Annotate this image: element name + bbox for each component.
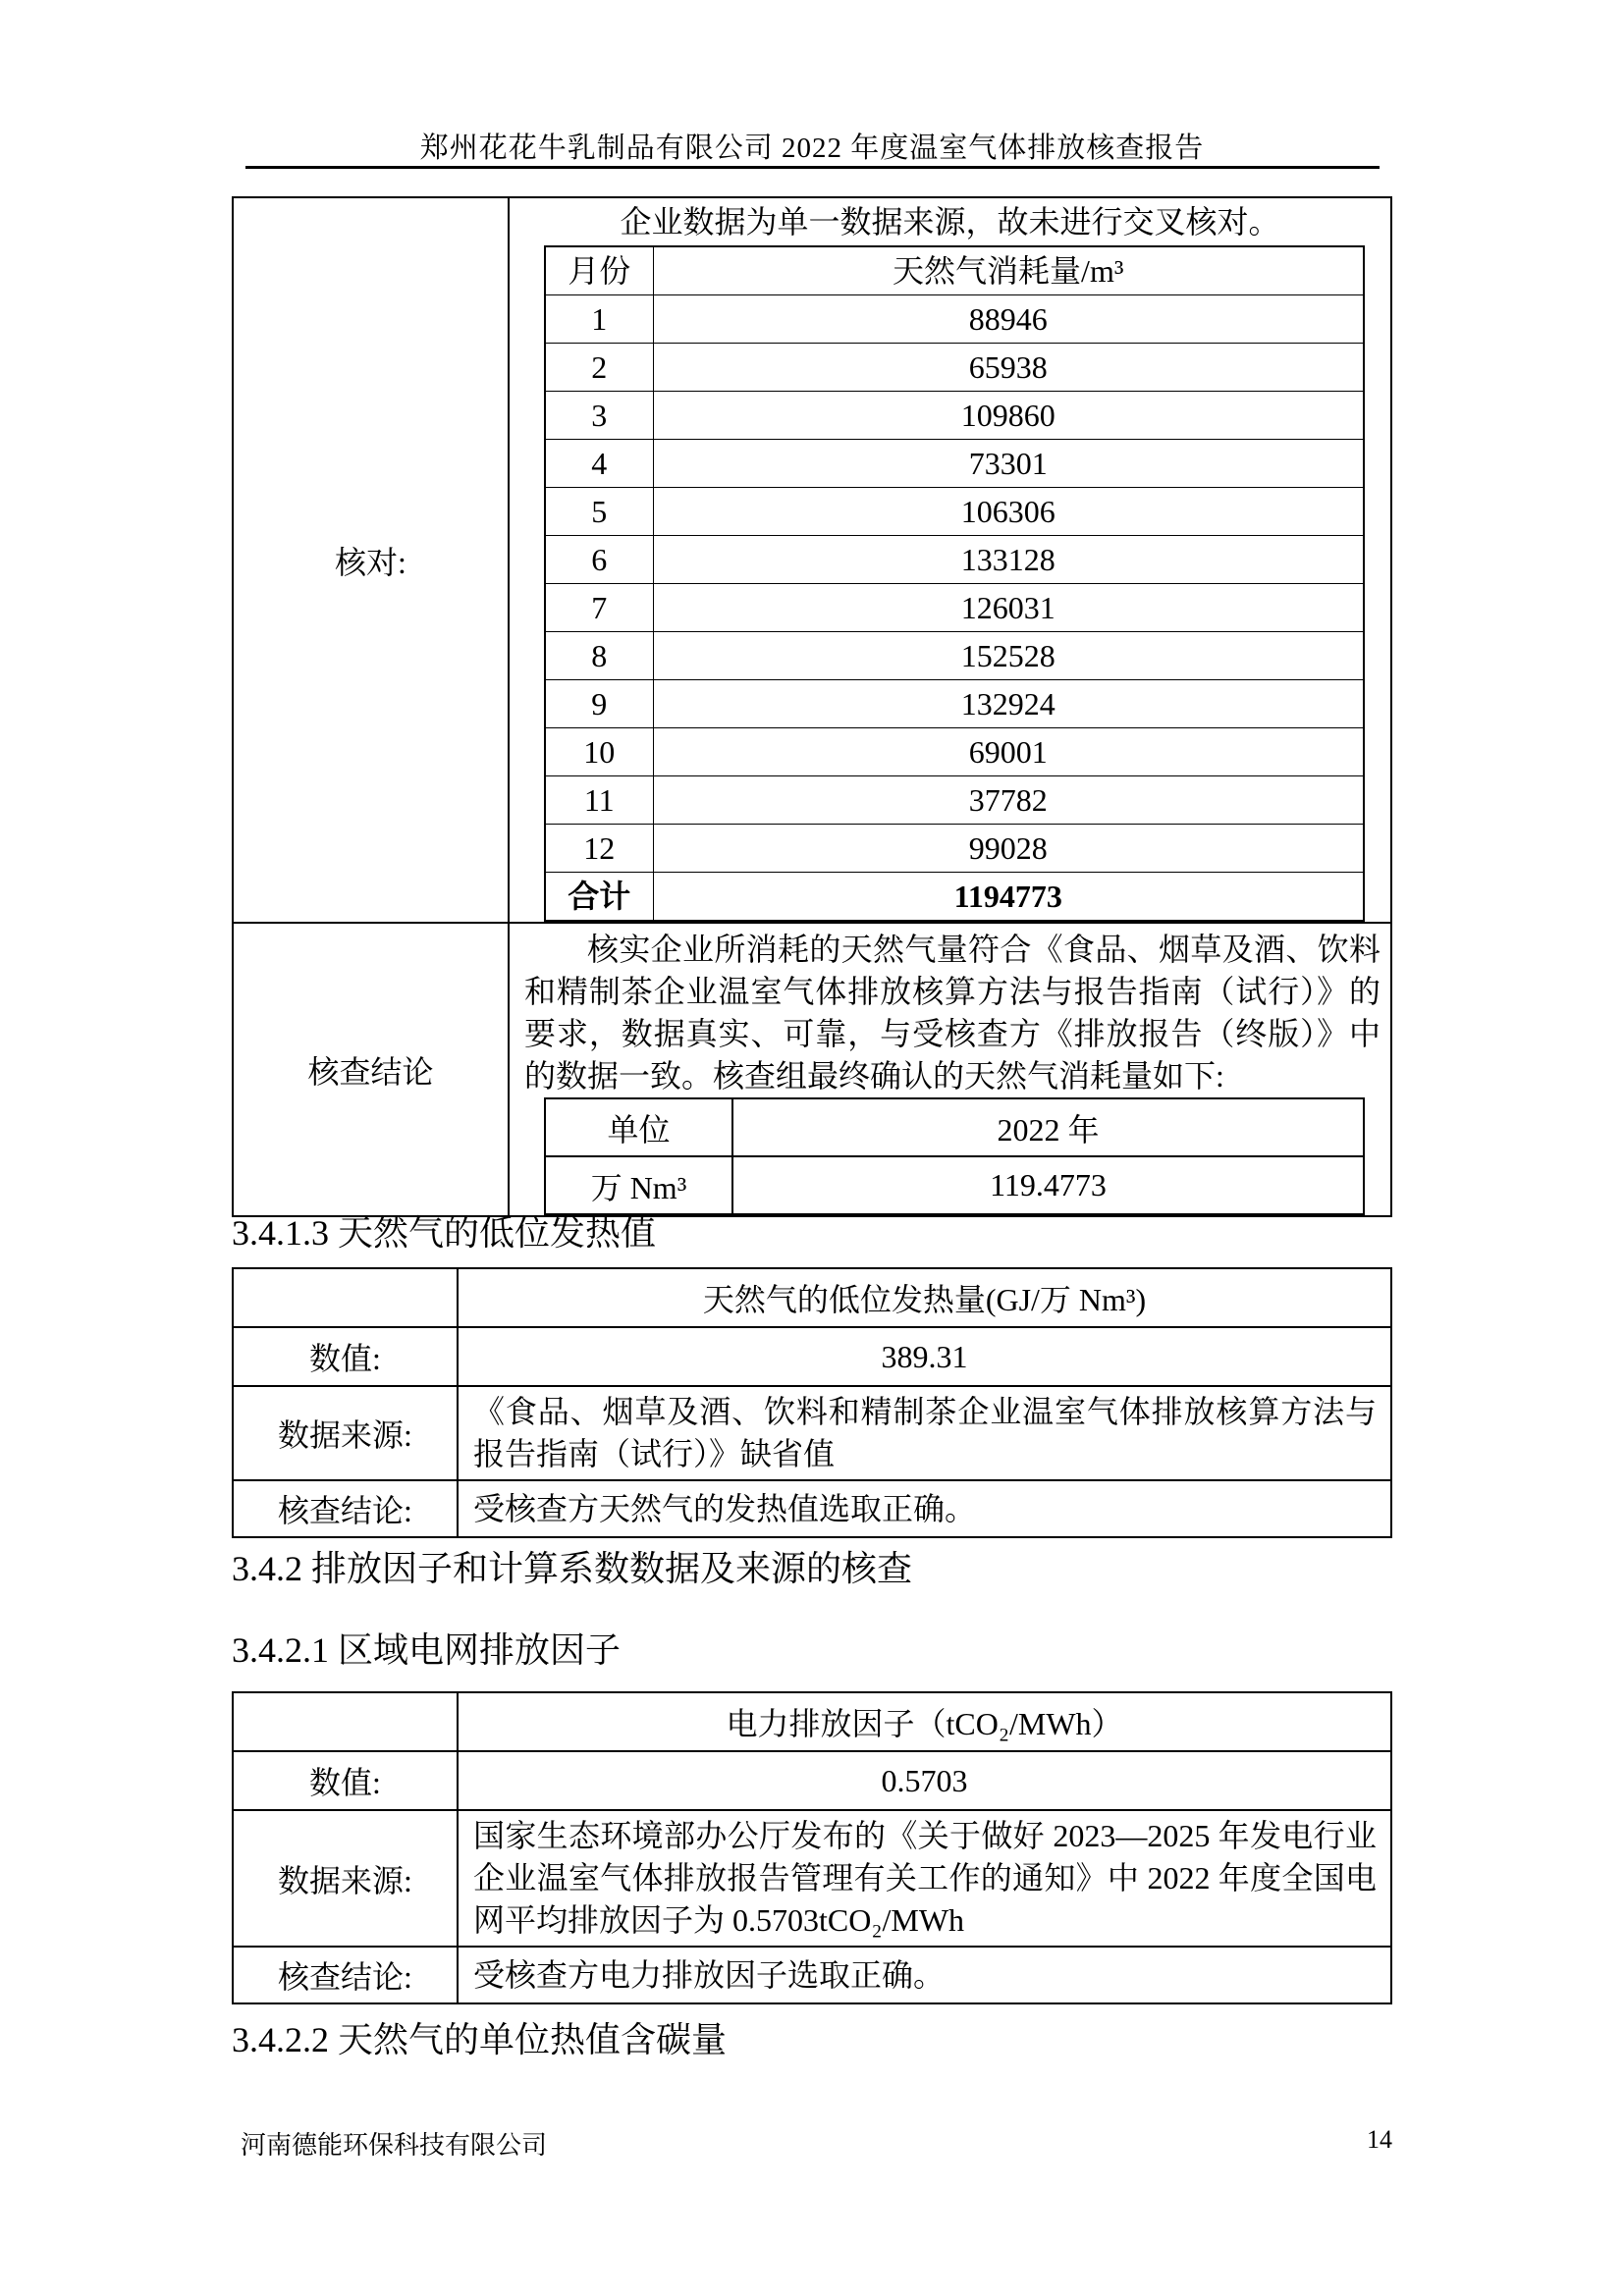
page-header-title: 郑州花花牛乳制品有限公司 2022 年度温室气体排放核查报告 [419, 133, 1205, 164]
total-label: 合计 [545, 873, 653, 922]
value-cell: 133128 [653, 536, 1364, 584]
value-label: 数值: [233, 1751, 458, 1810]
value-cell: 126031 [653, 584, 1364, 632]
month-cell: 9 [545, 680, 653, 728]
grid-factor-table [232, 1691, 1392, 2004]
table-row [545, 825, 1364, 873]
value-cell: 152528 [653, 632, 1364, 680]
grid-value-row [233, 1751, 1391, 1810]
summary-value-row [545, 1156, 1364, 1214]
section-heading-3421: 3.4.2.1 区域电网排放因子 [232, 1630, 622, 1670]
value-cell: 99028 [653, 825, 1364, 873]
value-cell: 109860 [653, 392, 1364, 440]
value-cell: 37782 [653, 776, 1364, 825]
value-cell: 132924 [653, 680, 1364, 728]
check-label: 核对: [233, 197, 509, 923]
month-cell: 10 [545, 728, 653, 776]
month-cell: 5 [545, 488, 653, 536]
month-cell: 6 [545, 536, 653, 584]
grid-source: 国家生态环境部办公厅发布的《关于做好 2023—2025 年发电行业企业温室气体排放报告管理有关工作的通知》中 2022 年度全国电网平均排放因子为 0.5703tCO₂/MWh [458, 1810, 1391, 1947]
gas-summary-table [544, 1097, 1365, 1215]
grid-header: 电力排放因子（tCO₂/MWh） [458, 1692, 1391, 1751]
table-row [545, 488, 1364, 536]
verification-row-conclusion [233, 923, 1391, 1216]
month-cell: 11 [545, 776, 653, 825]
month-cell: 2 [545, 344, 653, 392]
grid-conclusion-row [233, 1947, 1391, 2003]
grid-conclusion: 受核查方电力排放因子选取正确。 [458, 1947, 1391, 2003]
conclusion-paragraph: 核实企业所消耗的天然气量符合《食品、烟草及酒、饮料和精制茶企业温室气体排放核算方法与报告指南（试行）》的要求，数据真实、可靠，与受核查方《排放报告（终版）》中的数据一致。核查组最终确认的天然气消耗量如下: [524, 932, 1380, 1094]
conclusion-label: 核查结论 [233, 923, 509, 1216]
section-heading-3413: 3.4.1.3 天然气的低位发热值 [232, 1213, 657, 1253]
table-row [545, 392, 1364, 440]
ncv-value-row [233, 1327, 1391, 1386]
value-label: 数值: [233, 1327, 458, 1386]
value-cell: 69001 [653, 728, 1364, 776]
unit-value: 万 Nm³ [545, 1156, 732, 1214]
table-row [545, 776, 1364, 825]
footer-company: 河南德能环保科技有限公司 [241, 2131, 548, 2160]
value-cell: 65938 [653, 344, 1364, 392]
gas-consumption-table [544, 245, 1365, 922]
value-cell: 88946 [653, 295, 1364, 344]
year-header: 2022 年 [732, 1098, 1364, 1156]
month-cell: 12 [545, 825, 653, 873]
month-cell: 7 [545, 584, 653, 632]
conclusion-label: 核查结论: [233, 1947, 458, 2003]
verification-table [232, 196, 1392, 1217]
header-rule [245, 166, 1380, 169]
month-cell: 1 [545, 295, 653, 344]
value-cell: 106306 [653, 488, 1364, 536]
source-label: 数据来源: [233, 1810, 458, 1947]
ncv-conclusion-row [233, 1480, 1391, 1537]
source-label: 数据来源: [233, 1386, 458, 1480]
empty-cell [233, 1692, 458, 1751]
check-content-cell [509, 197, 1391, 923]
table-row [545, 440, 1364, 488]
month-cell: 8 [545, 632, 653, 680]
table-row [545, 344, 1364, 392]
empty-cell [233, 1268, 458, 1327]
grid-header-row [233, 1692, 1391, 1751]
section-heading-342: 3.4.2 排放因子和计算系数数据及来源的核查 [232, 1549, 913, 1588]
total-value: 1194773 [653, 873, 1364, 922]
summary-header-row [545, 1098, 1364, 1156]
section-heading-3422: 3.4.2.2 天然气的单位热值含碳量 [232, 2020, 728, 2059]
grid-source-row [233, 1810, 1391, 1947]
gas-col-value: 天然气消耗量/m³ [653, 246, 1364, 295]
table-row [545, 680, 1364, 728]
month-cell: 4 [545, 440, 653, 488]
table-row [545, 536, 1364, 584]
conclusion-content-cell [509, 923, 1391, 1216]
unit-header: 单位 [545, 1098, 732, 1156]
gas-total-row [545, 873, 1364, 922]
grid-value: 0.5703 [458, 1751, 1391, 1810]
value-cell: 73301 [653, 440, 1364, 488]
table-row [545, 728, 1364, 776]
gas-header-row [545, 246, 1364, 295]
verification-row-check [233, 197, 1391, 923]
conclusion-label: 核查结论: [233, 1480, 458, 1537]
ncv-source: 《食品、烟草及酒、饮料和精制茶企业温室气体排放核算方法与报告指南（试行）》缺省值 [458, 1386, 1391, 1480]
ncv-table [232, 1267, 1392, 1538]
gas-col-month: 月份 [545, 246, 653, 295]
year-value: 119.4773 [732, 1156, 1364, 1214]
ncv-conclusion: 受核查方天然气的发热值选取正确。 [458, 1480, 1391, 1537]
ncv-value: 389.31 [458, 1327, 1391, 1386]
table-row [545, 295, 1364, 344]
table-row [545, 632, 1364, 680]
table-row [545, 584, 1364, 632]
single-source-note: 企业数据为单一数据来源，故未进行交叉核对。 [620, 204, 1280, 240]
page-number: 14 [1367, 2125, 1392, 2154]
ncv-source-row [233, 1386, 1391, 1480]
month-cell: 3 [545, 392, 653, 440]
ncv-header: 天然气的低位发热量(GJ/万 Nm³) [458, 1268, 1391, 1327]
ncv-header-row [233, 1268, 1391, 1327]
